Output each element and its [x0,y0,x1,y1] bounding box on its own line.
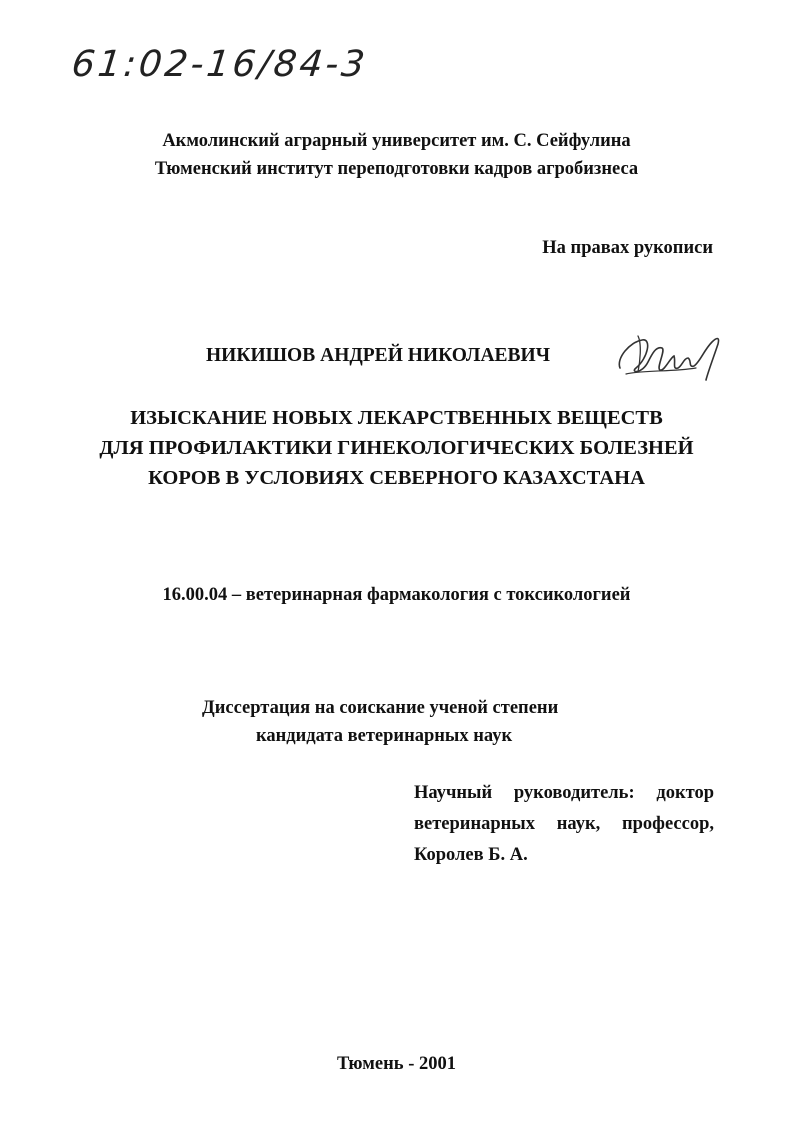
institutions-block [0,127,793,183]
city-year: Тюмень - 2001 [337,1054,456,1074]
degree-line: кандидата ветеринарных наук [256,726,513,746]
signature-image [612,328,724,384]
degree-line: Диссертация на соискание ученой степени [202,698,559,718]
supervisor-line: Королев Б. А. [414,845,528,865]
supervisor-block [414,778,714,871]
title-line: ДЛЯ ПРОФИЛАКТИКИ ГИНЕКОЛОГИЧЕСКИХ БОЛЕЗНЕЙ [99,437,694,459]
supervisor-line: ветеринарных наук, профессор, [414,814,714,834]
institution-line: Тюменский институт переподготовки кадров агробизнеса [154,159,639,179]
degree-statement [0,694,793,750]
institution-line: Акмолинский аграрный университет им. С. Сейфулина [162,131,631,151]
manuscript-note: На правах рукописи [542,238,713,258]
author-name: НИКИШОВ АНДРЕЙ НИКОЛАЕВИЧ [206,345,551,366]
title-line: КОРОВ В УСЛОВИЯХ СЕВЕРНОГО КАЗАХСТАНА [148,467,645,489]
supervisor-line: Научный руководитель: доктор [414,783,714,803]
archive-code: 61:02-16/84-3 [69,44,370,85]
title-line: ИЗЫСКАНИЕ НОВЫХ ЛЕКАРСТВЕННЫХ ВЕЩЕСТВ [130,407,663,429]
dissertation-title [0,403,793,493]
specialty-code: 16.00.04 – ветеринарная фармакология с токсикологией [162,585,631,605]
